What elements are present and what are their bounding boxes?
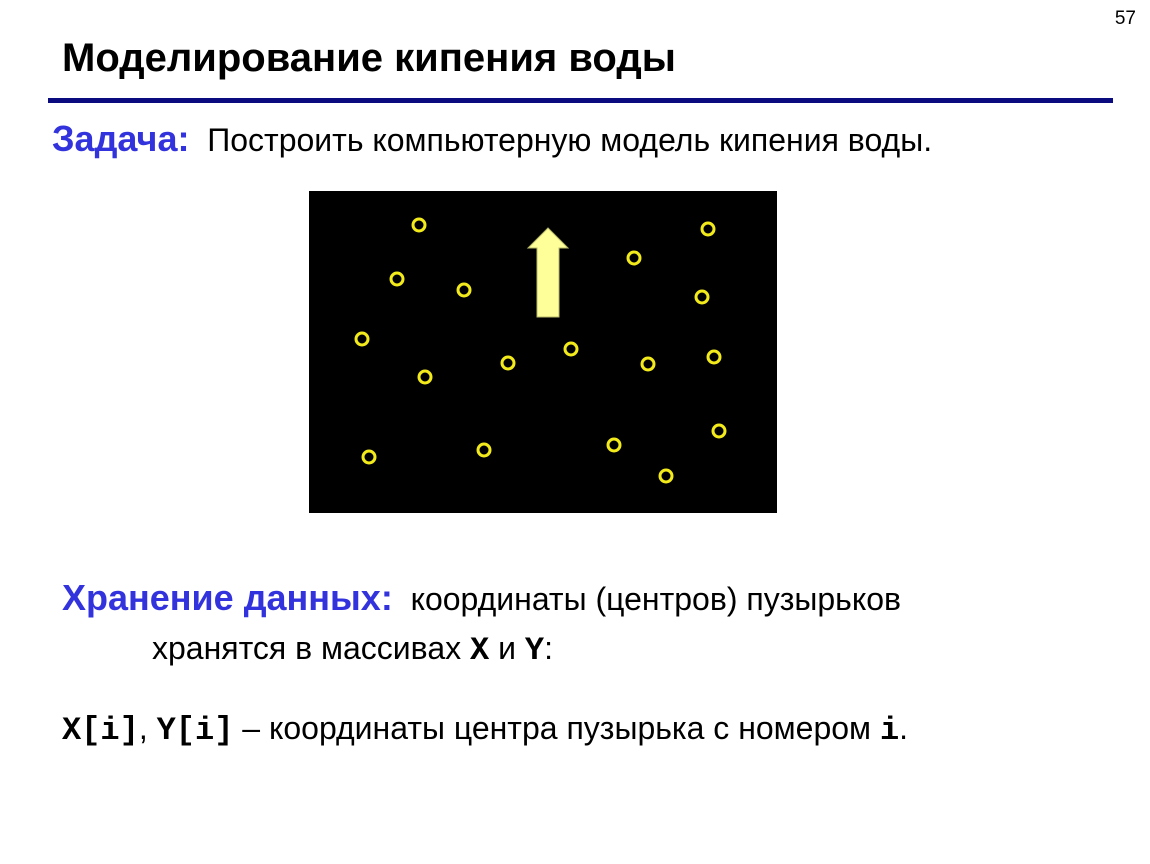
bubble [363, 451, 375, 463]
bubble [708, 351, 720, 363]
bubble [660, 470, 672, 482]
task-label: Задача: [52, 118, 190, 159]
bubble [478, 444, 490, 456]
bubble [642, 358, 654, 370]
bubble [502, 357, 514, 369]
storage-line-2 [152, 630, 553, 669]
bubble [565, 343, 577, 355]
x-term: X[i] [62, 712, 139, 749]
simulation-canvas [309, 191, 777, 513]
storage-text-2: хранятся в массивах [152, 630, 462, 666]
bubble [413, 219, 425, 231]
bubble [419, 371, 431, 383]
bubble [713, 425, 725, 437]
page-number: 57 [1114, 8, 1136, 29]
bubble [702, 223, 714, 235]
formula-period: . [899, 710, 909, 746]
formula-text: – координаты центра пузырька с номером [242, 710, 872, 746]
storage-line-1 [62, 577, 901, 619]
storage-conj: и [498, 630, 516, 666]
bubble [696, 291, 708, 303]
title-underline [48, 98, 1113, 103]
storage-label: Хранение данных: [62, 577, 393, 618]
bubble [391, 273, 403, 285]
task-text: Построить компьютерную модель кипения воды. [207, 122, 933, 158]
slide-title: Моделирование кипения воды [62, 36, 676, 80]
bubble [628, 252, 640, 264]
bubble [458, 284, 470, 296]
boiling-simulation [309, 191, 777, 513]
array-y-name: Y [524, 632, 545, 669]
up-arrow [528, 228, 568, 317]
storage-colon: : [544, 630, 553, 666]
bubble [608, 439, 620, 451]
formula-line [62, 710, 908, 749]
array-x-name: X [470, 632, 490, 669]
task-line [52, 118, 932, 160]
y-term: Y[i] [156, 712, 234, 749]
bubble [356, 333, 368, 345]
formula-comma: , [138, 710, 148, 746]
index-term: i [879, 712, 900, 749]
storage-text-1: координаты (центров) пузырьков [410, 581, 901, 617]
